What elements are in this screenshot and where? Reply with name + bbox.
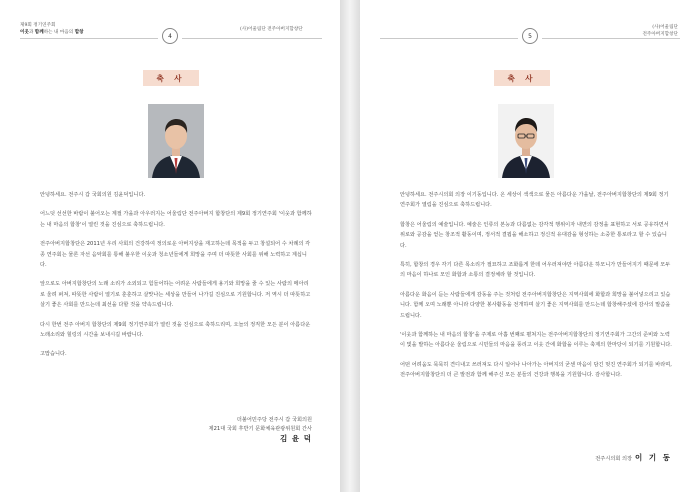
left-paragraph: 전주아버지합창단은 2011년 우리 사회의 건강하여 정의로운 아버지상을 재고하는데 목적을 두고 창설되어 수 차례의 각종 연주회는 물론 자선 음악회를 통해 불우한 이웃과 청소년들에게 희망을 주며 더 따뜻한 사회를 위해 노력하고 계십니다. (40, 241, 311, 269)
right-title-badge: 축 사 (494, 70, 550, 86)
left-header-line2: 이웃과 함께하는 내 마음의 합창 (20, 30, 84, 35)
left-page (0, 0, 340, 492)
left-portrait-photo (148, 104, 204, 178)
right-header-line1: (사)어울림단 (652, 25, 678, 30)
right-paragraph: 합창은 어울림의 예술입니다. 예술은 인류의 본능과 다름없는 감각적 행위이자 내면의 감정을 표현하고 서로 공유하면서 위로와 공감을 얻는 창조적 활동이며, 정서적 결핍을 해소하고 정신적 유대감을 형성하는 소중한 통로라고 할 수 있습니다. (400, 221, 669, 249)
left-header (20, 22, 84, 36)
right-paragraph: 아름다운 화음이 듣는 사람들에게 감동을 주는 것처럼 전주아버지합창단은 지역사회에 화합과 희망을 불어넣으리고 있습니다. 함께 오며 노래뿐 아니라 다양한 봉사활동을 전개하며 살기 좋은 지역사회를 만드는데 합창해주셨에 감사의 말씀을 드립니다. (400, 291, 671, 319)
right-body (400, 190, 672, 390)
portrait-man-left-icon (148, 104, 204, 178)
left-body (40, 190, 312, 369)
right-header-divider-b (542, 38, 680, 39)
portrait-man-right-icon (498, 104, 554, 178)
right-paragraph: 어떤 어려움도 묵묵히 견디내고 쓰러져도 다시 일어나 나아가는 아버지의 굳센 마음이 담긴 멋진 연주회가 되기를 바라며, 전주아버지합창단의 더 큰 발전과 함께 해주신 모든 분들의 건강과 행복을 기원합니다. 감사합니다. (400, 361, 672, 379)
right-signature-name: 이 기 동 (635, 453, 672, 462)
left-title-badge: 축 사 (143, 70, 199, 86)
right-page (360, 0, 700, 492)
left-header-line1: 제9회 정기연주회 (20, 23, 56, 28)
book-gutter (340, 0, 360, 492)
right-header (642, 24, 678, 38)
right-paragraph: 특히, 합창의 경우 각기 다른 목소리가 절묘하고 조화롭게 한데 어우러져야만 아름다운 하모니가 만들어지기 때문에 모두의 마음이 하나로 모인 화합과 소통의 결정체라 할 것입니다. (400, 262, 671, 279)
left-paragraph: 앞으로도 아버지합창단의 노래 소리가 소외되고 힘들어하는 어려운 사람들에게 용기와 희망을 줄 수 있는 사람의 메아리로 울려 퍼져, 따뜻한 사람이 열기로 훈훈하고 살맛나는 세상을 만들어 나가길 진심으로 기원합니다. 저 역시 더 따뜻하고 살기 좋은 사회를 만드는데 최선을 다할 것을 약속드립니다. (40, 281, 311, 309)
left-paragraph: 다시 한번 전주 아버지 합창단의 제9회 정기연주회가 열린 것을 진심으로 축하드리며, 오늘의 정직한 모든 분이 아름다운 노래소리와 힐링의 시간을 보내시길 바랍니다. (40, 321, 311, 339)
left-signature (209, 416, 312, 443)
left-paragraph: 안녕하세요. 전주시 갑 국회의원 김윤덕입니다. (40, 192, 146, 198)
left-signature-line1: 더불어민주당 전주시 갑 국회의원 (236, 417, 312, 423)
right-page-number: 5 (522, 28, 538, 44)
left-signature-line2: 제21대 국회 후반기 문화체육관광위원회 간사 (208, 426, 312, 432)
right-portrait-photo (498, 104, 554, 178)
left-header-divider-a (20, 38, 158, 39)
left-header-right: (사)어울림단 전주아버지합창단 (240, 27, 303, 32)
right-header-divider-a (380, 38, 518, 39)
left-page-number: 4 (162, 28, 178, 44)
left-header-divider-b (182, 38, 322, 39)
right-paragraph: 안녕하세요. 전주시의회 의장 이기동입니다. 온 세상이 색색으로 물든 아름다운 가을날, 전주아버지합창단의 제9회 정기연주회가 열림을 진심으로 축하드립니다. (400, 192, 669, 209)
left-paragraph: 어느덧 선선한 바람이 불어오는 계절 가을과 아우러지는 어울림단 전주아버지 합창단의 제9회 정기연주회 '이웃과 함께하는 내 마음의 합창'이 열린 것을 진심으로 축하드립니다. (40, 211, 312, 228)
right-signature (595, 452, 672, 463)
left-paragraph: 고맙습니다. (40, 351, 67, 358)
right-header-line2: 전주아버지합창단 (642, 32, 678, 37)
right-signature-title: 전주시의회 의장 (595, 456, 633, 462)
left-signature-name: 김 윤 덕 (280, 434, 312, 443)
right-paragraph: '이웃과 함께하는 내 마음의 합창'을 주제로 아홉 번째로 펼쳐지는 전주아버지합창단의 정기연주회가 그간의 준비와 노력이 빛을 발하는 아름다운 울림으로 시민들의 마음을 풍리고 이웃 간에 화합을 이루는 축제의 한마당이 되기를 기원합니다. (400, 332, 672, 349)
